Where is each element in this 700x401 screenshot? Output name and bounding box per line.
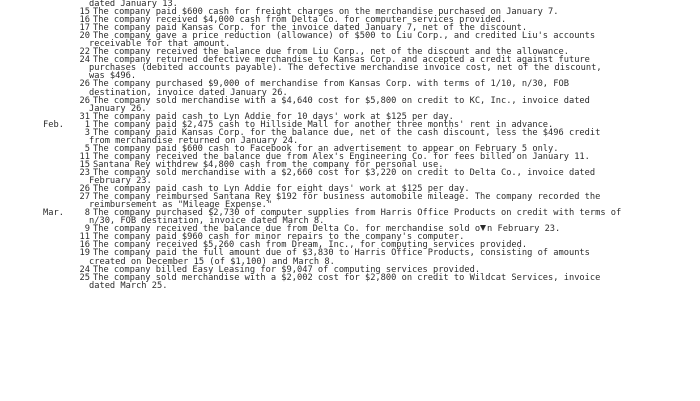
day-number: 19 (79, 248, 90, 259)
transaction-text: The company received $4,000 cash from Delta Co. for computer services provided. (93, 15, 507, 26)
day-number: 22 (79, 47, 90, 58)
transaction-text: was $496. (89, 71, 137, 82)
month-label: Mar. (43, 208, 64, 219)
day-number: 11 (79, 151, 90, 162)
month-label: Feb. (43, 119, 64, 130)
transaction-text: from merchandise returned on January 24. (89, 135, 299, 146)
transaction-text: The company returned defective merchandise to Kansas Corp. and accepted a credit against future (93, 55, 590, 66)
transaction-text: The company received the balance due from Delta Co. for merchandise sold o n February 23. (93, 224, 561, 235)
day-number: 11 (79, 232, 90, 243)
transaction-text: The company billed Easy Leasing for $9,047 of computing services provided. (93, 264, 481, 275)
transaction-text: receivable for that amount. (89, 39, 231, 50)
day-number: 26 (79, 184, 90, 195)
day-number: 26 (79, 79, 90, 90)
transaction-text: The company sold merchandise with a $2,660 cost for $3,220 on credit to Delta Co., invoice dated (93, 167, 596, 178)
transaction-text: The company received the balance due from Liu Corp., net of the discount and the allowance. (93, 47, 569, 58)
transaction-text: The company received the balance due from Alex's Engineering Co. for fees billed on January 11. (93, 151, 590, 162)
day-number: 15 (79, 7, 90, 18)
day-number: 26 (79, 95, 90, 106)
transaction-text: The company paid Kansas Corp. for the balance due, net of the cash discount, less the $496 credit (93, 127, 601, 138)
transaction-text: The company gave a price reduction (allowance) of $500 to Liu Corp., and credited Liu's accounts (93, 31, 596, 42)
transaction-text: The company received $5,260 cash from Dream, Inc., for computing services provided. (93, 240, 528, 251)
day-number: 24 (79, 55, 90, 66)
transaction-text: The company paid Kansas Corp. for the invoice dated January 7, net of the discount. (93, 23, 528, 34)
day-number: 3 (84, 127, 90, 138)
transaction-text: The company purchased $2,730 of computer supplies from Harris Office Products on credit with terms of (93, 208, 622, 219)
transaction-text: January 26. (89, 103, 147, 114)
transaction-text: February 23. (89, 176, 152, 187)
transaction-text: The company sold merchandise with a $4,640 cost for $5,800 on credit to KC, Inc., invoice dated (93, 95, 590, 106)
transaction-text: The company paid cash to Lyn Addie for eight days' work at $125 per day. (93, 184, 470, 195)
day-number: 25 (79, 272, 90, 283)
transaction-text: dated March 25. (89, 280, 168, 291)
transaction-text: Santana Rey withdrew $4,800 cash from the company for personal use. (93, 159, 444, 170)
transaction-text: The company paid the full amount due of $3,830 to Harris Office Products, consisting of amounts (93, 248, 590, 259)
day-number: 16 (79, 15, 90, 26)
transaction-text: The company paid $960 cash for minor repairs to the company's computer. (93, 232, 465, 243)
day-number: 8 (84, 208, 90, 219)
transaction-text: reimbursement as "Mileage Expense." (89, 200, 273, 211)
day-number: 20 (79, 31, 90, 42)
transaction-text: The company paid $600 cash to Facebook for an advertisement to appear on February 5 only. (93, 143, 559, 154)
day-number: 31 (79, 111, 90, 122)
transaction-text: purchases (debited accounts payable). The defective merchandise invoice cost, net of the discount, (89, 63, 602, 74)
transaction-text: The company sold merchandise with a $2,002 cost for $2,800 on credit to Wildcat Services, invoice (93, 272, 601, 283)
transaction-text: created on December 15 (of $1,100) and March 8. (89, 256, 335, 267)
continuation-line (0, 282, 700, 290)
day-number: 9 (84, 224, 90, 235)
day-number: 5 (84, 143, 90, 154)
transaction-text: destination, invoice dated January 26. (89, 87, 288, 98)
transaction-text: The company paid $600 cash for freight charges on the merchandise purchased on January 7. (93, 7, 559, 18)
transaction-text: n/30, FOB destination, invoice dated March 8. (89, 216, 325, 227)
day-number: 23 (79, 167, 90, 178)
day-number: 1 (84, 119, 90, 130)
day-number: 24 (79, 264, 90, 275)
transaction-text: The company reimbursed Santana Rey $192 for business automobile mileage. The company recorded the (93, 192, 601, 203)
day-number: 16 (79, 240, 90, 251)
transaction-text: The company paid $2,475 cash to Hillside Mall for another three months' rent in advance. (93, 119, 554, 130)
day-number: 17 (79, 23, 90, 34)
day-number: 15 (79, 159, 90, 170)
transaction-text: The company paid cash to Lyn Addie for 10 days' work at $125 per day. (93, 111, 454, 122)
day-number: 27 (79, 192, 90, 203)
transaction-text: The company purchased $9,000 of merchandise from Kansas Corp. with terms of 1/10, n/30, FOB (93, 79, 569, 90)
transaction-text: dated January 13. (89, 0, 178, 9)
